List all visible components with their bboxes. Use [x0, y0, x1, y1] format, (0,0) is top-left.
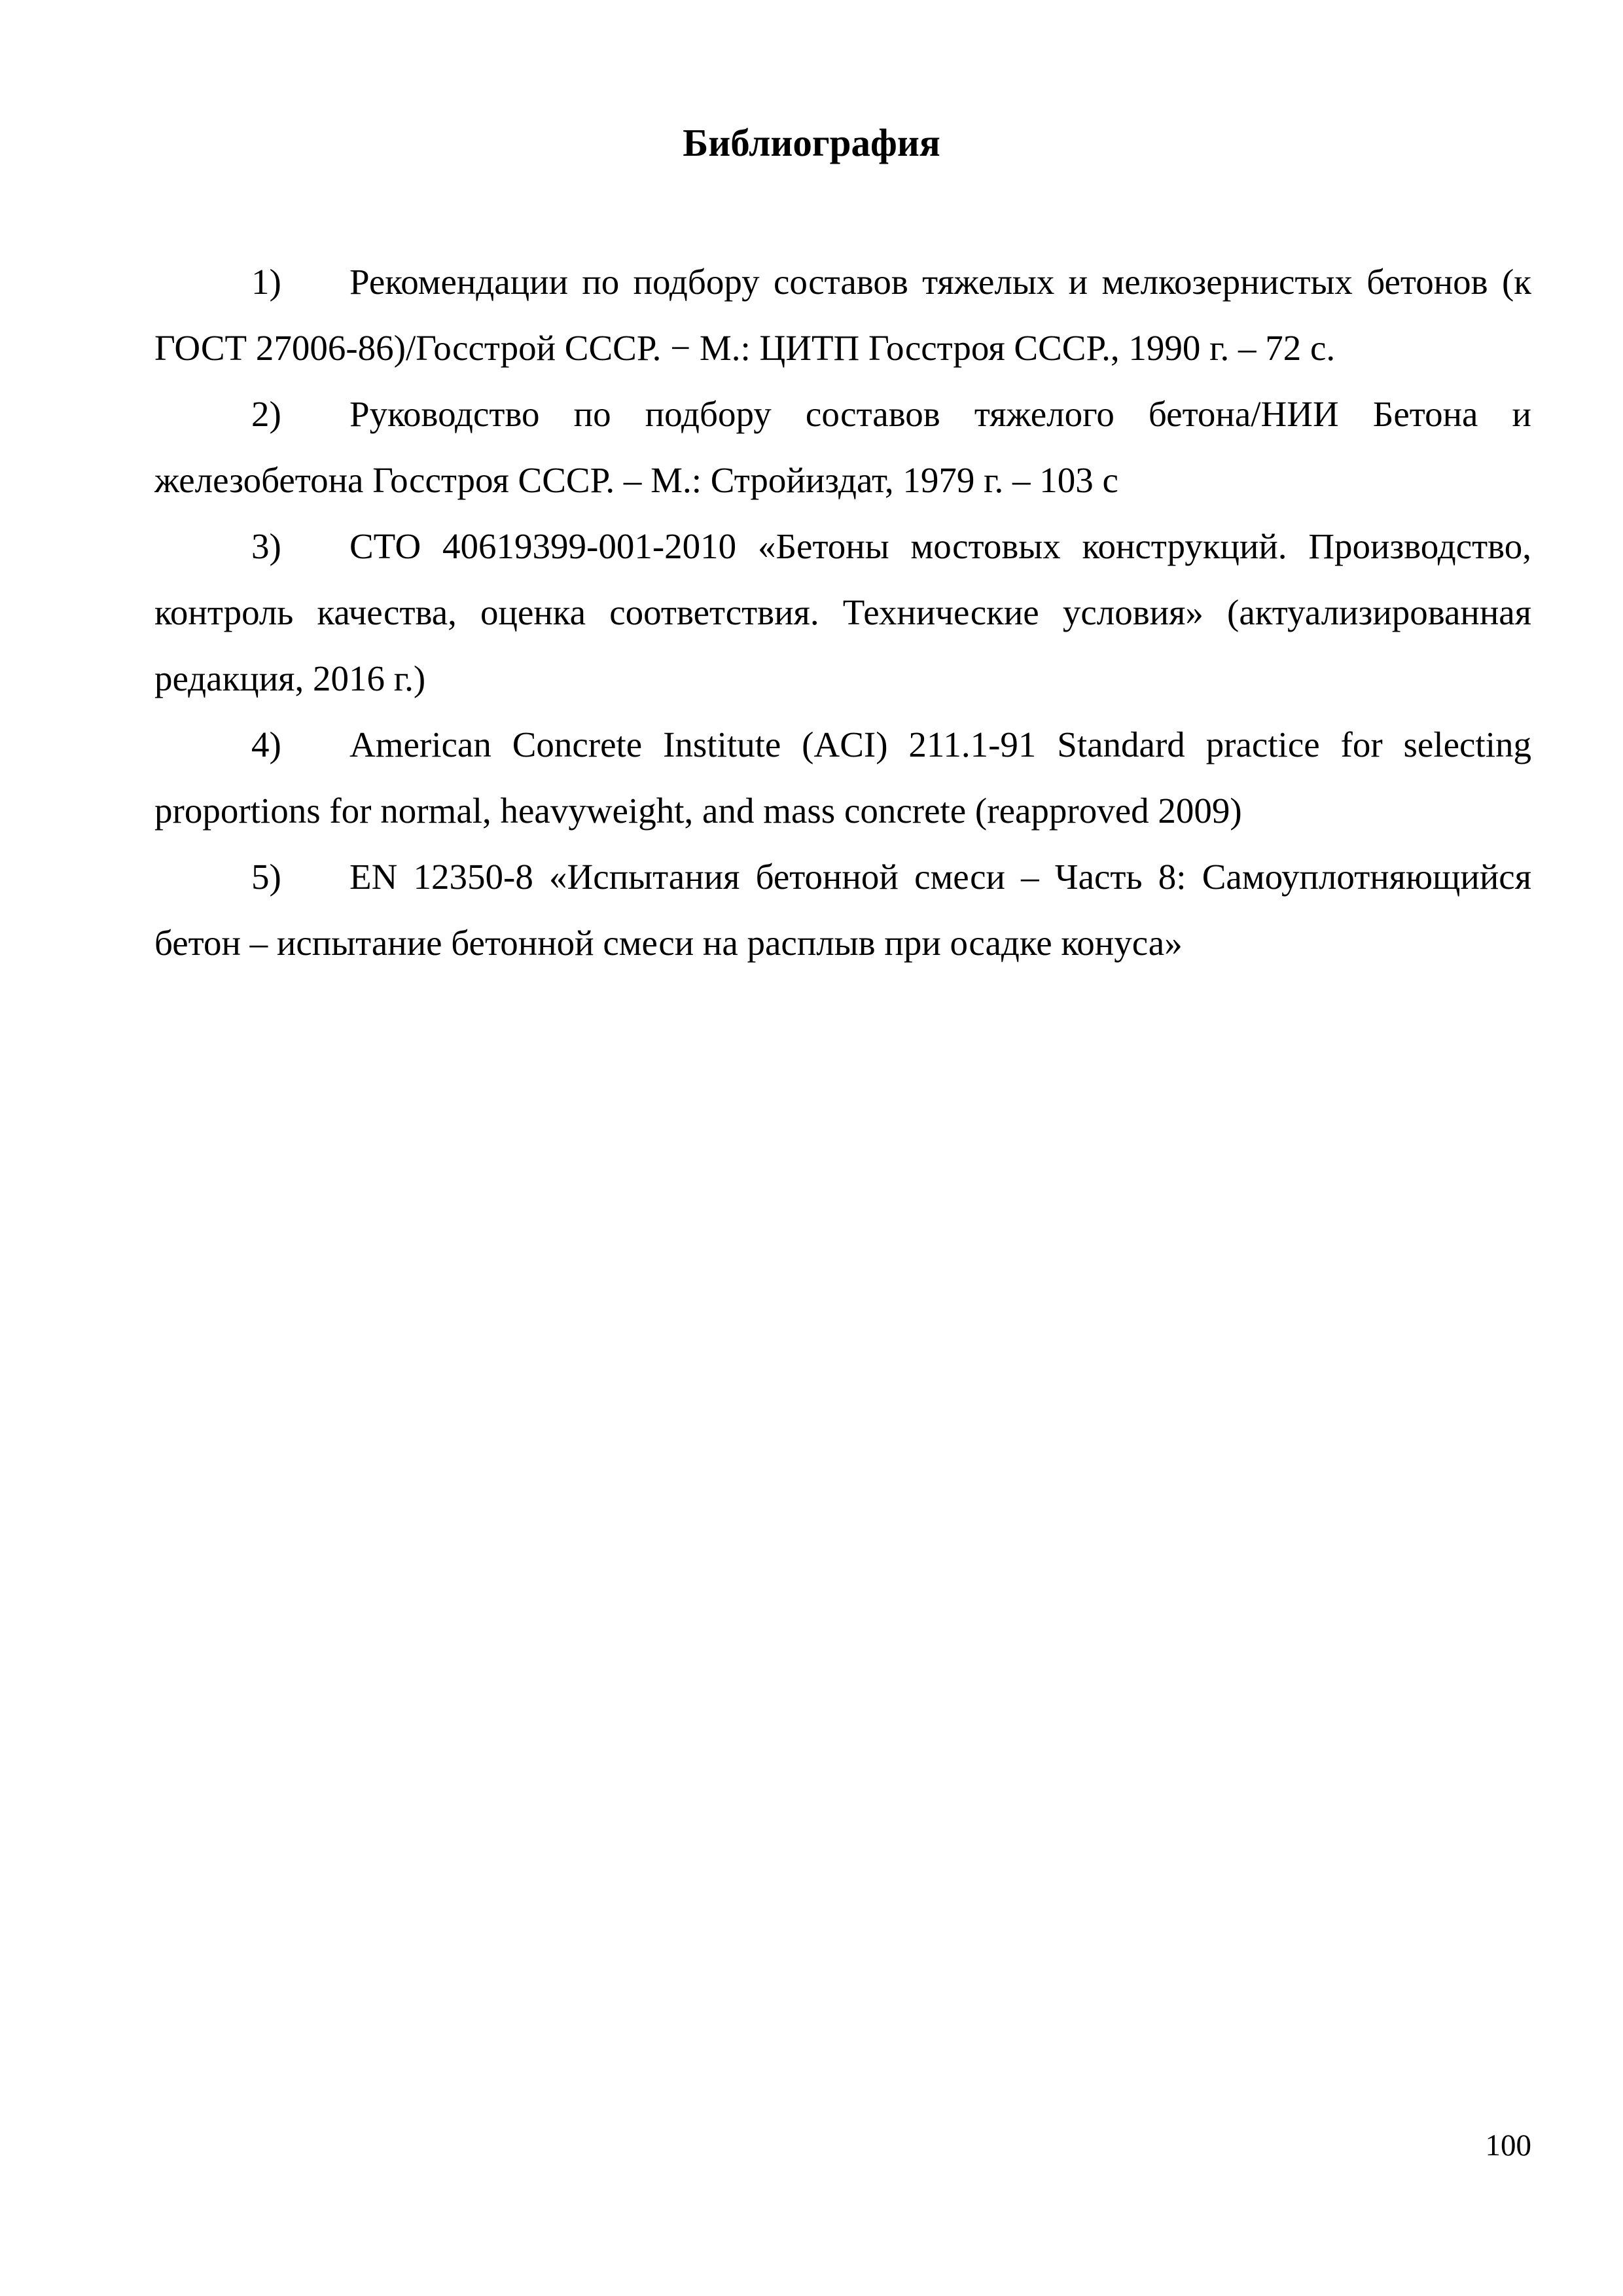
- page-number: 100: [1485, 2128, 1531, 2162]
- bibliography-item: [154, 844, 1531, 976]
- bibliography-list: [154, 249, 1531, 976]
- bibliography-item: [154, 381, 1531, 513]
- bibliography-item-text: American Concrete Institute (ACI) 211.1-91 Standard practice for selecting proportions for normal, heavyweight, and mass concrete (reapproved 2009): [154, 725, 1531, 831]
- bibliography-item-text: СТО 40619399-001-2010 «Бетоны мостовых конструкций. Производство, контроль качества, оценка соответствия. Технические условия» (актуализированная редакция, 2016 г.): [154, 526, 1531, 698]
- bibliography-item-text: Руководство по подбору составов тяжелого бетона/НИИ Бетона и железобетона Госстроя СССР. – М.: Стройиздат, 1979 г. – 103 с: [154, 394, 1531, 500]
- bibliography-item: [154, 513, 1531, 711]
- bibliography-item-number: 2): [251, 394, 281, 434]
- page-title: Библиография: [683, 121, 940, 164]
- bibliography-item: [154, 249, 1531, 381]
- bibliography-item-text: Рекомендации по подбору составов тяжелых и мелкозернистых бетонов (к ГОСТ 27006-86)/Госстрой СССР. − М.: ЦИТП Госстроя СССР., 1990 г. – 72 с.: [154, 262, 1531, 368]
- bibliography-item-number: 1): [251, 262, 281, 302]
- bibliography-item-text: EN 12350-8 «Испытания бетонной смеси – Часть 8: Самоуплотняющийся бетон – испытание бетонной смеси на расплыв при осадке конуса»: [154, 857, 1531, 963]
- bibliography-item: [154, 711, 1531, 844]
- bibliography-item-number: 5): [251, 857, 281, 897]
- bibliography-item-number: 3): [251, 526, 281, 566]
- bibliography-item-number: 4): [251, 725, 281, 764]
